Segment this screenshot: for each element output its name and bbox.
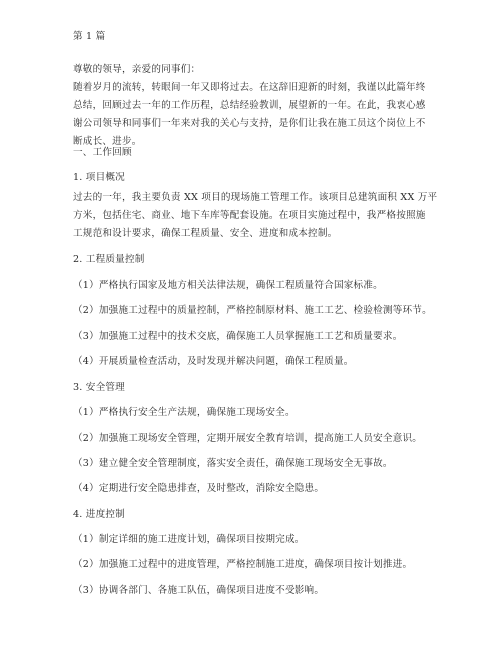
section-title-work-review: 一、工作回顾 — [73, 147, 132, 158]
document-heading: 第 1 篇 — [73, 31, 106, 42]
overview-line-1: 过去的一年，我主要负责 XX 项目的现场施工管理工作。该项目总建筑面积 XX 万平 — [73, 192, 438, 203]
subsection-title-quality-control: 2. 工程质量控制 — [73, 254, 145, 265]
quality-item-4: （4）开展质量检查活动，及时发现并解决问题，确保工程质量。 — [73, 356, 354, 367]
safety-item-4: （4）定期进行安全隐患排查，及时整改，消除安全隐患。 — [73, 483, 325, 494]
safety-item-2: （2）加强施工现场安全管理，定期开展安全教育培训，提高施工人员安全意识。 — [73, 433, 423, 444]
progress-item-1: （1）制定详细的施工进度计划，确保项目按期完成。 — [73, 534, 305, 545]
subsection-title-progress: 4. 进度控制 — [73, 509, 125, 520]
quality-item-1: （1）严格执行国家及地方相关法律法规，确保工程质量符合国家标准。 — [73, 280, 383, 291]
progress-item-3: （3）协调各部门、各施工队伍，确保项目进度不受影响。 — [73, 585, 325, 596]
intro-line-3: 谢公司领导和同事们一年来对我的关心与支持，是你们让我在施工员这个岗位上不 — [73, 118, 426, 129]
subsection-title-project-overview: 1. 项目概况 — [73, 172, 125, 183]
intro-line-1: 随着岁月的流转，转眼间一年又即将过去。在这辞旧迎新的时刻，我谨以此篇年终 — [73, 82, 426, 93]
intro-line-4: 断成长、进步。 — [73, 136, 142, 147]
greeting: 尊敬的领导，亲爱的同事们： — [73, 64, 201, 75]
intro-line-2: 总结，回顾过去一年的工作历程，总结经验教训，展望新的一年。在此，我衷心感 — [73, 100, 426, 111]
progress-item-2: （2）加强施工过程中的进度管理，严格控制施工进度，确保项目按计划推进。 — [73, 559, 413, 570]
quality-item-3: （3）加强施工过程中的技术交底，确保施工人员掌握施工工艺和质量要求。 — [73, 331, 403, 342]
safety-item-3: （3）建立健全安全管理制度，落实安全责任，确保施工现场安全无事故。 — [73, 458, 393, 469]
safety-item-1: （1）严格执行安全生产法规，确保施工现场安全。 — [73, 407, 295, 418]
overview-line-3: 工规范和设计要求，确保工程质量、安全、进度和成本控制。 — [73, 228, 338, 239]
subsection-title-safety: 3. 安全管理 — [73, 382, 125, 393]
quality-item-2: （2）加强施工过程中的质量控制，严格控制原材料、施工工艺、检验检测等环节。 — [73, 305, 432, 316]
overview-line-2: 方米，包括住宅、商业、地下车库等配套设施。在项目实施过程中，我严格按照施 — [73, 210, 426, 221]
